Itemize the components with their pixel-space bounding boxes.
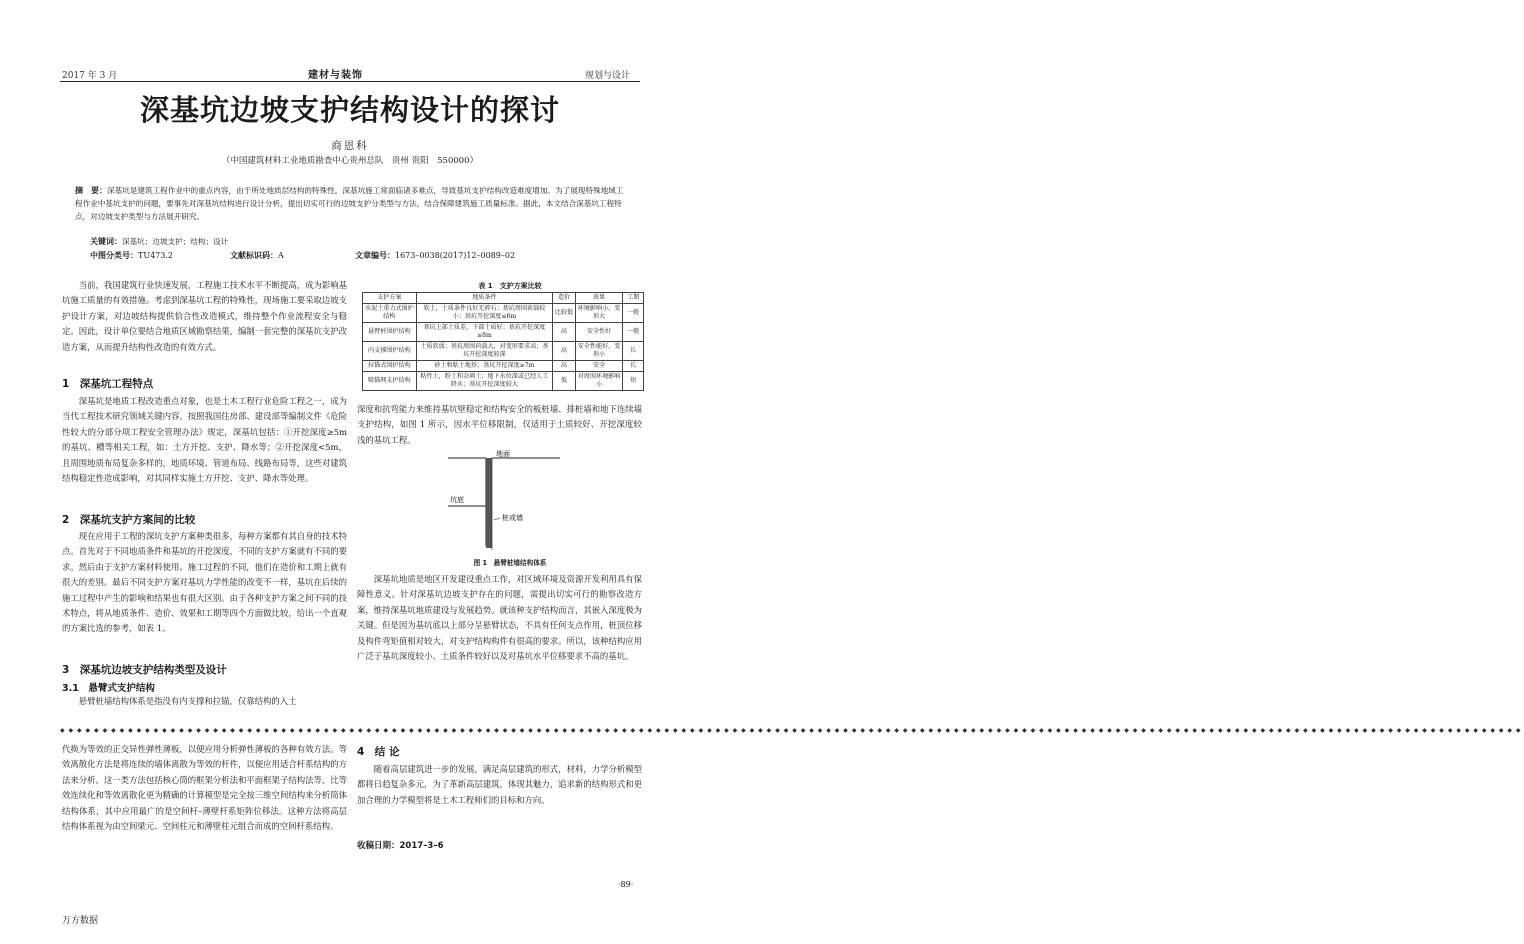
source-watermark: 万方数据 [62,916,99,926]
clc-value: TU473.2 [138,251,173,260]
column-header: 效果 [575,293,623,304]
table-cell: 安全性好 [575,323,623,342]
author-affiliation: （中国建筑材料工业地质勘查中心贵州总队 贵州 贵阳 550000） [221,156,479,166]
clc-number [90,250,173,261]
table-row [363,304,644,323]
table-cell: 内支撑围护结构 [363,342,417,361]
keywords [90,236,228,247]
table-cell: 拉锚式围护结构 [363,361,417,372]
page-number: ·89· [618,880,634,889]
intro-paragraph: 当前，我国建筑行业快速发展，工程施工技术水平不断提高，成为影响基坑施工质量的有效措施。考虑到深基坑工程的特殊性，现场施工要采取边坡支护设计方案，对边坡结构提供恰合性改造模式，维持整个作业流程安全与稳定。因此，设计单位要结合地质区域勘察结果，编制一套完整的深基坑支护改造方案，从而提升结构性改造的有效方式。 [62,280,347,352]
table-row [363,361,644,372]
column-header: 工期 [623,293,644,304]
pile-label: 桩或墙 [502,514,523,522]
table-cell: 粘性土，粉土和杂填土；地下水位深或已经人工降水；基坑开挖深度较大 [416,372,552,391]
table-header-row [363,293,644,304]
pile-wall [486,458,492,548]
article-number [355,250,515,261]
article-number-label: 文章编号： [355,251,395,260]
section-1-heading: 1 深基坑工程特点 [62,378,154,390]
section-2-heading: 2 深基坑支护方案间的比较 [62,514,196,526]
header-rule [60,81,640,82]
conclusion-text: 随着高层建筑进一步的发展，满足高层建筑的形式，材料，力学分析模型都将日趋复杂多元，为了革新高层建筑，体现其魅力，追求新的结构形式和更加合理的力学模型将是土木工程师们的目标和方向。 [357,764,642,805]
author-name: 商恩科 [331,140,369,152]
after-figure-text: 深基坑地质是地区开发建设重点工作，对区域环境及资源开发利用具有保障性意义。针对深基坑边坡支护存在的问题，需提出切实可行的勘察改造方案，维持深基坑地质建设与发展趋势。就该种支护结构而言，其嵌入深度极为关键。但是因为基坑底以上部分呈悬臂状态，不具有任何支点作用，桩顶位移及构件弯矩值相对较大，对支护结构构件有很高的要求。所以，该种结构应用广泛于基坑深度较小、土质条件较好以及对基坑水平位移要求不高的基坑。 [357,574,642,662]
clc-label: 中图分类号： [90,251,138,260]
bottom-left-text: 代换为等效的正交异性弹性薄板，以便应用分析弹性薄板的各种有效方法。等效离散化方法是将连续的墙体离散为等效的杆件，以便应用适合杆系结构的方法来分析。这一类方法包括核心筒的框架分析法和平面框架子结构法等。比等效连续化和等效离散化更为精确的计算模型是完全按三维空间结构来分析筒体结构体系，其中应用最广的是空间杆–薄壁杆系矩阵位移法。这种方法将高层结构体系视为由空间梁元、空间柱元和薄壁柱元组合而成的空间杆系结构。 [62,744,347,832]
table-cell: 水泥土重力式围护结构 [363,304,417,323]
doc-code-value: A [278,251,284,260]
section-3-1-heading: 3.1 悬臂式支护结构 [62,683,155,694]
table-cell: 高 [553,323,576,342]
table-cell: 高 [553,361,576,372]
pit-bottom-label: 坑底 [450,496,464,504]
table-cell: 悬臂桩围护结构 [363,323,417,342]
table-cell: 一般 [623,304,644,323]
article-number-value: 1673–0038(2017)12–0089–02 [395,251,516,260]
section-divider: ◆◆◆◆◆◆◆◆◆◆◆◆◆◆◆◆◆◆◆◆◆◆◆◆◆◆◆◆◆◆◆◆◆◆◆◆◆◆◆◆◆◆◆◆◆◆◆◆◆◆◆◆◆◆◆◆◆◆◆◆◆◆◆◆◆◆◆◆◆◆◆◆◆◆◆◆◆◆◆◆◆◆◆◆◆◆◆◆◆◆◆◆◆◆◆◆◆◆◆◆◆◆◆◆◆◆◆◆◆◆◆◆◆◆◆◆◆◆◆◆◆◆◆◆◆◆◆◆◆◆◆◆◆◆◆◆◆◆◆◆◆◆◆◆◆◆◆◆◆◆◆◆◆◆◆◆◆◆◆◆◆◆◆◆◆◆◆◆◆◆◆◆ [60,727,1524,734]
doc-code-label: 文献标识码： [230,251,278,260]
table-cell: 低 [553,372,576,391]
table-cell: 比较低 [553,304,576,323]
table-cell: 砂土和粘土地基；基坑开挖深度≥7m [416,361,552,372]
table-cell: 基坑上部土质差，下部土质好；基坑开挖深度≤8m [416,323,552,342]
table-cell: 喷锚网支护结构 [363,372,417,391]
figure-1-diagram [440,446,570,554]
received-label: 收稿日期： [357,841,400,851]
table-cell: 对周围环境影响小 [575,372,623,391]
table-cell: 长 [623,361,644,372]
abstract-text: 深基坑是建筑工程作业中的重点内容，由于所处地质层结构的特殊性，深基坑施工常面临诸多难点，导致基坑支护结构改造难度增加。为了展现特殊地域工程作业中基坑支护的问题，要事先对深基坑结构进行设计分析，提出切实可行的边坡支护分类型与方法，结合保障建筑施工质量标准。据此，本文结合深基坑工程特点，对边坡支护类型与方法展开研究。 [75,186,624,221]
comparison-table [362,292,644,391]
abstract-label: 摘 要： [75,186,107,195]
table-cell: 土质软弱；基坑周围荷载大，对变形要求高；基坑开挖深度较深 [416,342,552,361]
section-4-heading: 4 结 论 [357,746,400,758]
doc-code [230,250,284,261]
table-cell: 安全 [575,361,623,372]
column-header: 地质条件 [416,293,552,304]
column-name: 规划与设计 [585,71,631,81]
figure-1-caption: 图 1 悬臂桩墙结构体系 [473,559,547,567]
table-cell: 安全性能好，变形小 [575,342,623,361]
table-row [363,342,644,361]
ground-label: 地面 [496,450,510,458]
received-value: 2017–3–6 [399,841,444,851]
section-3-1-text: 悬臂桩墙结构体系是指没有内支撑和拉锚，仅靠结构的入土 [78,696,297,706]
cantilever-continued-text: 深度和抗弯能力来维持基坑壁稳定和结构安全的板桩墙、排桩墙和地下连续墙支护结构，如图 1 所示，因水平位移限制，仅适用于土质较好、开挖深度较浅的基坑工程。 [357,404,642,445]
table-cell: 长 [623,342,644,361]
pile-leader-line [494,518,500,520]
table-cell: 环境影响小，变形大 [575,304,623,323]
table-cell: 一般 [623,323,644,342]
table-cell: 软土，土质条件良好无碎石；基坑周围荷载较小；基坑开挖深度≤6m [416,304,552,323]
received-date [357,839,444,851]
article-title: 深基坑边坡支护结构设计的探讨 [139,93,560,127]
column-header: 支护方案 [363,293,417,304]
table-1-caption: 表 1 支护方案比较 [478,282,542,290]
section-1-text: 深基坑是地质工程改造重点对象，也是土木工程行业危险工程之一，成为当代工程技术研究领域关键内容。按照我国住房部、建设部等编制文件《危险性较大的分部分项工程安全管理办法》规定，深基坑包括：①开挖深度≥5m 的基坑、槽等相关工程，如：土方开挖、支护、降水等；②开挖深度<5m，且周围地质布局复杂多样的，地质环境、管道布局、线路布局等，这些对建筑结构稳定性造成影响，对其同样实施土方开挖、支护、降水等处理。 [62,396,347,484]
table-row [363,372,644,391]
column-header: 造价 [553,293,576,304]
table-cell: 短 [623,372,644,391]
table-cell: 高 [553,342,576,361]
keywords-label: 关键词： [90,237,122,246]
magazine-logo: 建材与装饰 [308,70,363,81]
abstract [75,184,625,223]
section-2-text: 现在应用于工程的深坑支护方案种类很多，每种方案都有其自身的技术特点。首先对于不同地质条件和基坑的开挖深度，不同的支护方案就有不同的要求。然后由于支护方案材料使用、施工过程的不同，他们在造价和工期上就有很大的差别。最后不同支护方案对基坑力学性能的改变不一样，基坑在后续的施工过程中产生的影响和结果也有很大区别。由于各种支护方案之间不同的技术特点，将从地质条件、造价、效果和工期等四个方面做比较，给出一个直观的方案比选的参考，如表 1。 [62,531,347,634]
table-row [363,323,644,342]
issue-date: 2017 年 3 月 [62,71,118,81]
keywords-text: 深基坑；边坡支护；结构；设计 [122,237,229,246]
section-3-heading: 3 深基坑边坡支护结构类型及设计 [62,664,227,676]
